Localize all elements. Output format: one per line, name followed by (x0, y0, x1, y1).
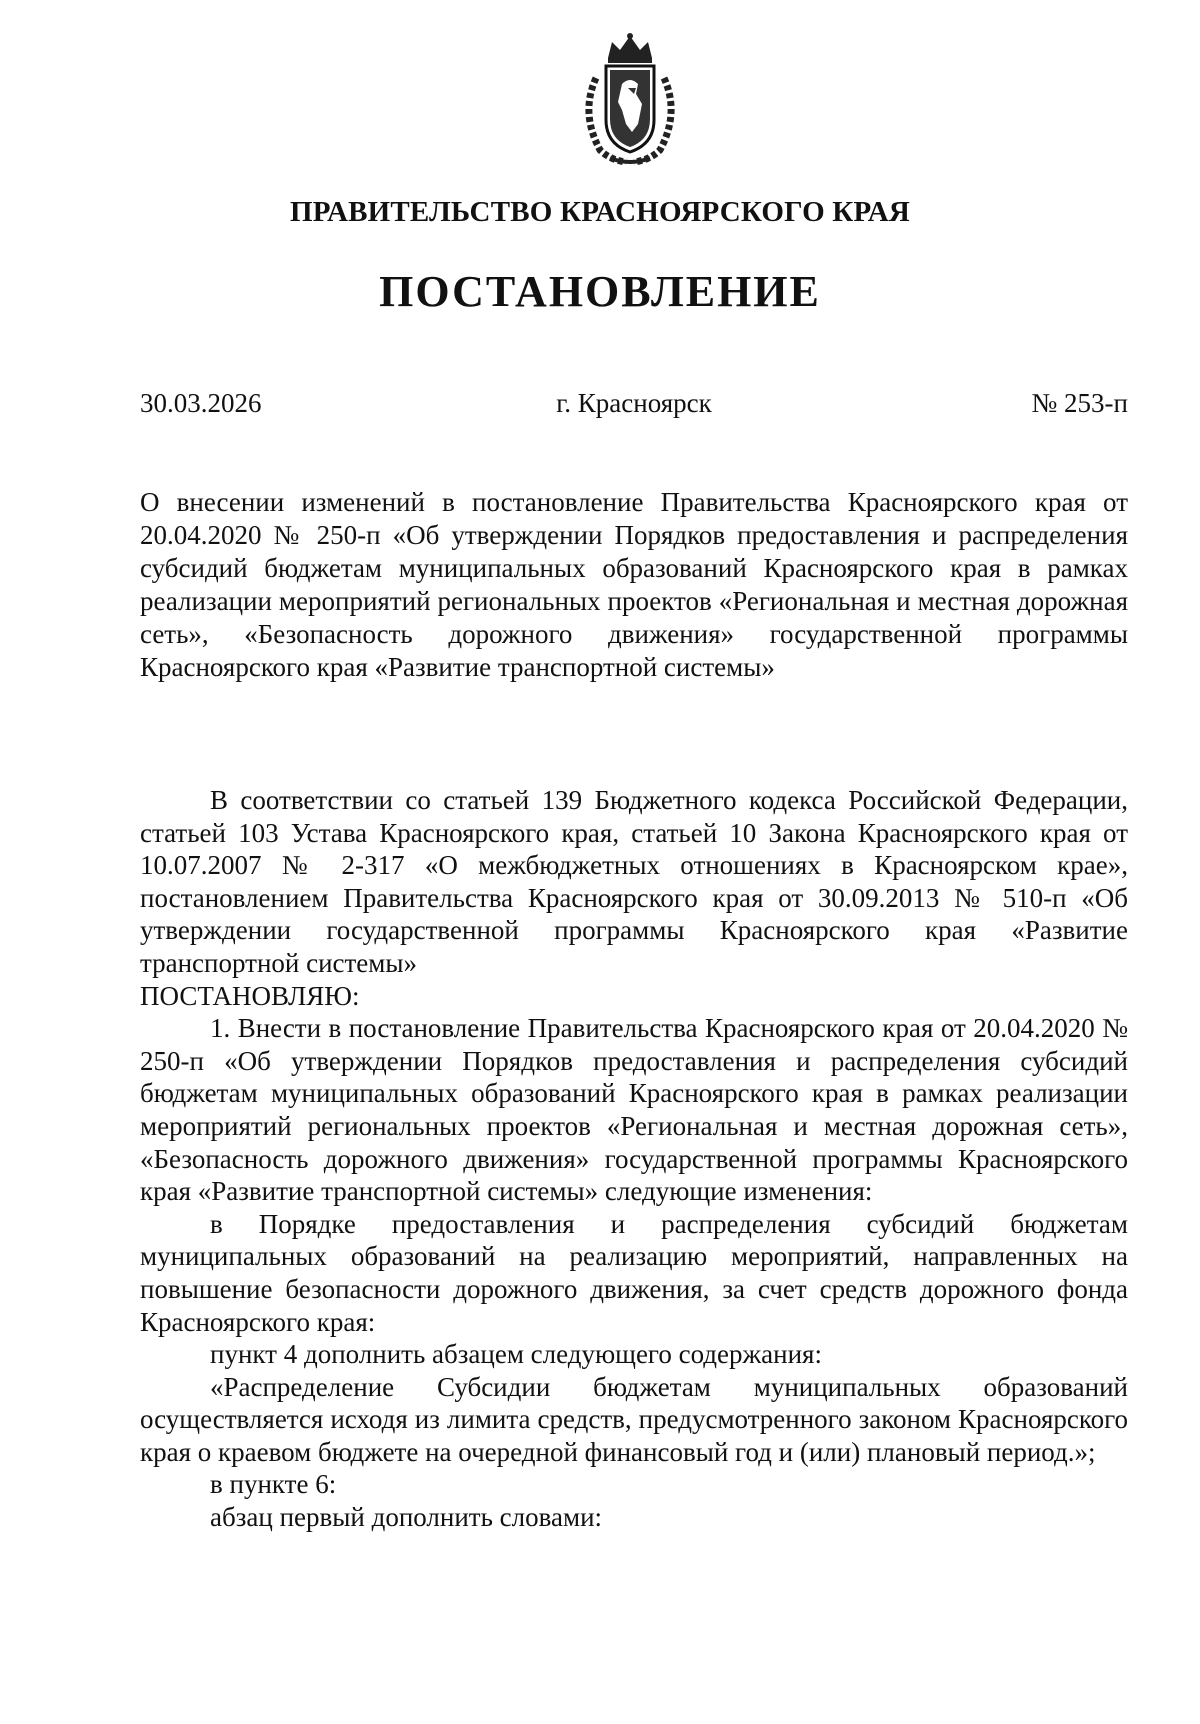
document-title: О внесении изменений в постановление Правительства Красноярского края от 20.04.2020 № 250-п «Об утверждении Порядков предоставления и распределения субсидий бюджетам муниципальных образований Красноярского края в рамках реализации мероприятий региональных проектов «Региональная и местная дорожная сеть», «Безопасность дорожного движения» государственной программы Красноярского края «Развитие транспортной системы» (140, 487, 1128, 682)
body-paragraph-6: абзац первый дополнить словами: (210, 1502, 603, 1533)
document-body (140, 784, 1128, 1534)
document-meta-row (140, 388, 1128, 424)
document-date: 30.03.2026 (140, 388, 262, 418)
document-city: г. Красноярск (556, 388, 712, 418)
document-type-heading: ПОСТАНОВЛЕНИЕ (379, 267, 821, 316)
coat-of-arms-icon (570, 28, 690, 168)
document-number: № 253-п (1031, 388, 1128, 418)
government-name: ПРАВИТЕЛЬСТВО КРАСНОЯРСКОГО КРАЯ (289, 196, 911, 228)
body-paragraph-4: «Распределение Субсидии бюджетам муниципальных образований осуществляется исходя из лимита средств, предусмотренного законом Красноярского края о краевом бюджете на очередной финансовый год и (или) плановый период.»; (140, 1371, 1128, 1467)
body-paragraph-3: пункт 4 дополнить абзацем следующего содержания: (210, 1339, 822, 1370)
body-paragraph-5: в пункте 6: (210, 1469, 337, 1500)
decree-word: ПОСТАНОВЛЯЮ: (140, 980, 360, 1011)
preamble-paragraph: В соответствии со статьей 139 Бюджетного кодекса Российской Федерации, статьей 103 Устава Красноярского края, статьей 10 Закона Красноярского края от 10.07.2007 № 2-317 «О межбюджетных отношениях в Красноярском крае», постановлением Правительства Красноярского края от 30.09.2013 № 510-п «Об утверждении государственной программы Красноярского края «Развитие транспортной системы» (140, 785, 1128, 978)
body-paragraph-2: в Порядке предоставления и распределения субсидий бюджетам муниципальных образований на реализацию мероприятий, направленных на повышение безопасности дорожного движения, за счет средств дорожного фонда Красноярского края: (140, 1208, 1128, 1337)
clause-1-paragraph: 1. Внести в постановление Правительства Красноярского края от 20.04.2020 № 250-п «Об утверждении Порядков предоставления и распределения субсидий бюджетам муниципальных образований Красноярского края в рамках реализации мероприятий региональных проектов «Региональная и местная дорожная сеть», «Безопасность дорожного движения» государственной программы Красноярского края «Развитие транспортной системы» следующие изменения: (140, 1013, 1128, 1207)
